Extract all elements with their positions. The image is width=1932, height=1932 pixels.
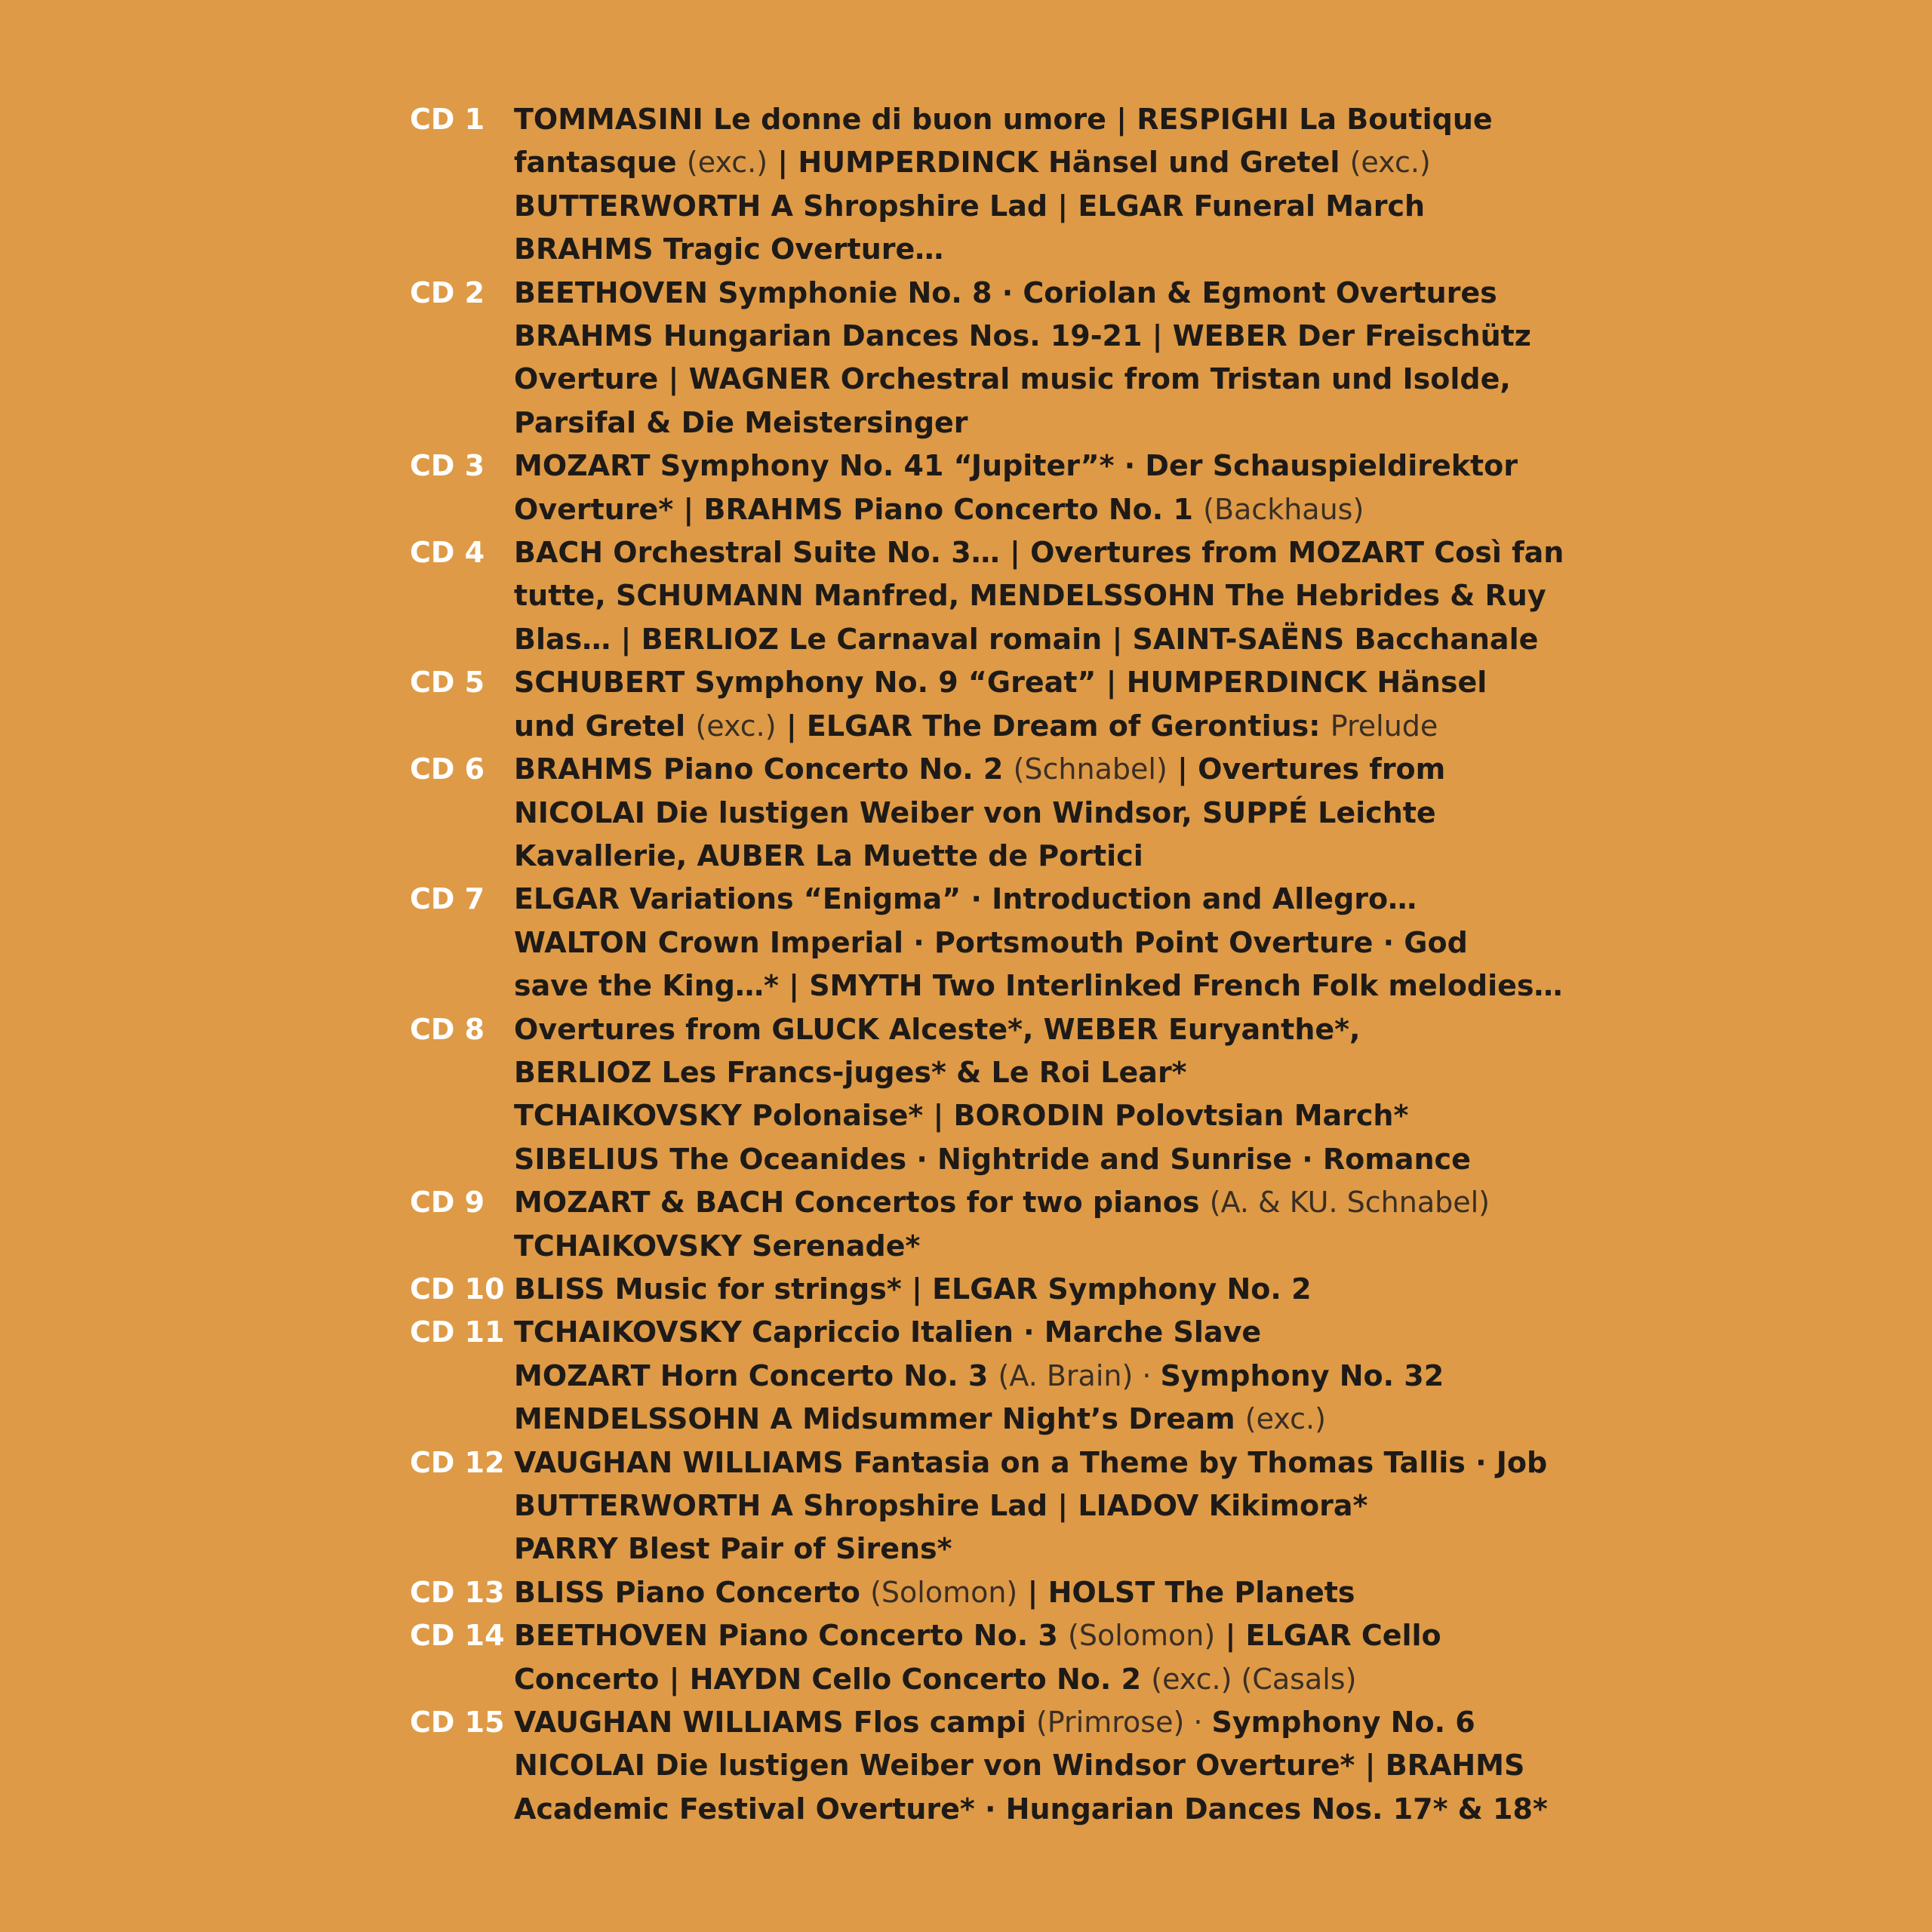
- cd-content-line: [514, 1094, 1471, 1137]
- cd-contents: [514, 272, 1531, 445]
- work-title: ELGAR Variations “Enigma” · Introduction and Allegro…: [514, 882, 1417, 916]
- work-title: Parsifal & Die Meistersinger: [514, 405, 968, 439]
- performer-note: (exc.) (Casals): [1151, 1662, 1357, 1696]
- performer-note: (A. & KU. Schnabel): [1209, 1186, 1490, 1220]
- cd-entry: [410, 1008, 1919, 1182]
- work-title: TOMMASINI Le donne di buon umore | RESPIGHI La Boutique: [514, 103, 1493, 136]
- cd-content-line: [514, 878, 1563, 921]
- cd-content-line: [514, 1225, 1490, 1268]
- work-title: TCHAIKOVSKY Polonaise* | BORODIN Polovtsian March*: [514, 1099, 1409, 1133]
- cd-content-line: [514, 748, 1445, 791]
- cd-contents: [514, 1181, 1490, 1268]
- cd-number: CD 8: [410, 1012, 485, 1046]
- cd-entry: [410, 1571, 1919, 1614]
- work-title: MOZART Symphony No. 41 “Jupiter”* · Der Schauspieldirektor: [514, 449, 1518, 483]
- cd-content-line: [514, 574, 1564, 617]
- work-title: VAUGHAN WILLIAMS Flos campi: [514, 1706, 1036, 1740]
- work-title: | Overtures from: [1167, 752, 1446, 786]
- cd-content-line: [514, 1355, 1444, 1398]
- work-title: Symphony No. 32: [1160, 1358, 1444, 1392]
- performer-note: (exc.): [1349, 146, 1431, 180]
- cd-content-line: [514, 1788, 1548, 1831]
- cd-entry: [410, 1311, 1919, 1441]
- cd-entry: [410, 98, 1919, 272]
- cd-entry: [410, 272, 1919, 445]
- work-title: Overture | WAGNER Orchestral music from Tristan und Isolde,: [514, 362, 1511, 396]
- work-title: TCHAIKOVSKY Serenade*: [514, 1229, 921, 1263]
- work-title: | ELGAR Cello: [1215, 1619, 1441, 1653]
- performer-note: Prelude: [1330, 709, 1438, 743]
- cd-content-line: [514, 618, 1564, 661]
- cd-content-line: [514, 315, 1531, 358]
- work-title: NICOLAI Die lustigen Weiber von Windsor, SUPPÉ Leichte: [514, 795, 1436, 829]
- performer-note: (Solomon): [870, 1575, 1018, 1609]
- cd-contents: [514, 748, 1445, 878]
- work-title: BRAHMS Hungarian Dances Nos. 19-21 | WEBER Der Freischütz: [514, 319, 1531, 353]
- cd-content-line: [514, 272, 1531, 315]
- work-title: save the King…* | SMYTH Two Interlinked French Folk melodies…: [514, 969, 1563, 1003]
- performer-note: (Primrose) ·: [1035, 1706, 1212, 1740]
- work-title: | HOLST The Planets: [1017, 1575, 1355, 1609]
- cd-entry: [410, 1441, 1919, 1571]
- work-title: Overtures from GLUCK Alceste*, WEBER Euryanthe*,: [514, 1012, 1361, 1046]
- cd-entry: [410, 445, 1919, 531]
- work-title: tutte, SCHUMANN Manfred, MENDELSSOHN The Hebrides & Ruy: [514, 579, 1546, 613]
- work-title: BLISS Music for strings* | ELGAR Symphony No. 2: [514, 1272, 1312, 1306]
- work-title: BRAHMS Piano Concerto No. 2: [514, 752, 1014, 786]
- cd-contents: [514, 1441, 1547, 1571]
- cd-content-line: [514, 1138, 1471, 1181]
- work-title: BACH Orchestral Suite No. 3… | Overtures from MOZART Così fan: [514, 536, 1564, 570]
- cd-content-line: [514, 1744, 1548, 1787]
- performer-note: (A. Brain) ·: [998, 1358, 1161, 1392]
- work-title: BRAHMS Tragic Overture…: [514, 232, 944, 266]
- performer-note: (exc.): [686, 146, 768, 180]
- cd-content-line: [514, 98, 1493, 141]
- cd-entry: [410, 748, 1919, 878]
- work-title: BUTTERWORTH A Shropshire Lad | LIADOV Kikimora*: [514, 1489, 1368, 1522]
- cd-contents: [514, 445, 1518, 531]
- cd-content-line: [514, 964, 1563, 1008]
- cd-entry: [410, 1614, 1919, 1701]
- cd-content-line: [514, 1398, 1444, 1441]
- cd-contents: [514, 1311, 1444, 1441]
- work-title: BEETHOVEN Symphonie No. 8 · Coriolan & Egmont Overtures: [514, 275, 1497, 309]
- cd-contents: [514, 1571, 1355, 1614]
- cd-contents: [514, 531, 1564, 661]
- work-title: Academic Festival Overture* · Hungarian Dances Nos. 17* & 18*: [514, 1792, 1548, 1826]
- performer-note: (exc.): [695, 709, 777, 743]
- cd-number: CD 5: [410, 666, 485, 700]
- cd-number: CD 7: [410, 882, 485, 916]
- cd-number: CD 15: [410, 1706, 505, 1740]
- work-title: Overture* | BRAHMS Piano Concerto No. 1: [514, 492, 1204, 526]
- cd-content-line: [514, 185, 1493, 228]
- cd-contents: [514, 661, 1487, 748]
- cd-number: CD 10: [410, 1272, 505, 1306]
- cd-content-line: [514, 1181, 1490, 1224]
- cd-number: CD 4: [410, 536, 485, 570]
- performer-note: (Solomon): [1068, 1619, 1216, 1653]
- cd-content-line: [514, 228, 1493, 271]
- cd-content-line: [514, 1008, 1471, 1051]
- performer-note: (Schnabel): [1013, 752, 1168, 786]
- cd-content-line: [514, 445, 1518, 488]
- cd-tracklist: [410, 98, 1919, 1831]
- work-title: Blas… | BERLIOZ Le Carnaval romain | SAINT-SAËNS Bacchanale: [514, 622, 1539, 656]
- cd-content-line: [514, 1051, 1471, 1094]
- cd-entry: [410, 1268, 1919, 1311]
- cd-contents: [514, 1701, 1548, 1831]
- cd-number: CD 14: [410, 1619, 505, 1653]
- cd-number: CD 2: [410, 275, 485, 309]
- cd-number: CD 6: [410, 752, 485, 786]
- cd-contents: [514, 1268, 1312, 1311]
- cd-content-line: [514, 1658, 1441, 1701]
- cd-content-line: [514, 1311, 1444, 1354]
- cd-content-line: [514, 1701, 1548, 1744]
- cd-content-line: [514, 1441, 1547, 1484]
- cd-entry: [410, 1701, 1919, 1831]
- work-title: Symphony No. 6: [1211, 1706, 1475, 1740]
- cd-content-line: [514, 1527, 1547, 1571]
- cd-content-line: [514, 488, 1518, 531]
- work-title: MOZART & BACH Concertos for two pianos: [514, 1186, 1210, 1220]
- performer-note: (Backhaus): [1203, 492, 1364, 526]
- cd-content-line: [514, 921, 1563, 964]
- work-title: fantasque: [514, 146, 687, 180]
- work-title: | ELGAR The Dream of Gerontius:: [776, 709, 1331, 743]
- cd-content-line: [514, 1484, 1547, 1527]
- cd-content-line: [514, 835, 1445, 878]
- cd-content-line: [514, 1268, 1312, 1311]
- work-title: SCHUBERT Symphony No. 9 “Great” | HUMPERDINCK Hänsel: [514, 666, 1487, 700]
- cd-contents: [514, 98, 1493, 272]
- work-title: BLISS Piano Concerto: [514, 1575, 871, 1609]
- cd-content-line: [514, 358, 1531, 401]
- cd-contents: [514, 1008, 1471, 1182]
- work-title: MOZART Horn Concerto No. 3: [514, 1358, 998, 1392]
- cd-contents: [514, 1614, 1441, 1701]
- cd-entry: [410, 878, 1919, 1008]
- cd-content-line: [514, 792, 1445, 835]
- work-title: VAUGHAN WILLIAMS Fantasia on a Theme by Thomas Tallis · Job: [514, 1445, 1548, 1479]
- work-title: und Gretel: [514, 709, 696, 743]
- cd-number: CD 13: [410, 1575, 505, 1609]
- work-title: BERLIOZ Les Francs-juges* & Le Roi Lear*: [514, 1055, 1187, 1089]
- cd-number: CD 1: [410, 103, 485, 136]
- performer-note: (exc.): [1244, 1402, 1326, 1436]
- work-title: SIBELIUS The Oceanides · Nightride and Sunrise · Romance: [514, 1142, 1471, 1176]
- cd-content-line: [514, 1614, 1441, 1657]
- work-title: WALTON Crown Imperial · Portsmouth Point Overture · God: [514, 925, 1468, 959]
- cd-content-line: [514, 705, 1487, 748]
- cd-number: CD 3: [410, 449, 485, 483]
- cd-number: CD 9: [410, 1186, 485, 1220]
- work-title: TCHAIKOVSKY Capriccio Italien · Marche Slave: [514, 1315, 1262, 1349]
- work-title: BUTTERWORTH A Shropshire Lad | ELGAR Funeral March: [514, 189, 1426, 223]
- work-title: | HUMPERDINCK Hänsel und Gretel: [768, 146, 1350, 180]
- cd-entry: [410, 531, 1919, 661]
- cd-number: CD 11: [410, 1315, 505, 1349]
- work-title: Kavallerie, AUBER La Muette de Portici: [514, 838, 1143, 872]
- cd-content-line: [514, 531, 1564, 574]
- cd-contents: [514, 878, 1563, 1008]
- cd-content-line: [514, 661, 1487, 704]
- cd-content-line: [514, 1571, 1355, 1614]
- work-title: PARRY Blest Pair of Sirens*: [514, 1532, 952, 1566]
- cd-content-line: [514, 141, 1493, 184]
- work-title: MENDELSSOHN A Midsummer Night’s Dream: [514, 1402, 1245, 1436]
- cd-content-line: [514, 401, 1531, 445]
- cd-number: CD 12: [410, 1445, 505, 1479]
- cd-entry: [410, 1181, 1919, 1268]
- work-title: NICOLAI Die lustigen Weiber von Windsor Overture* | BRAHMS: [514, 1749, 1525, 1783]
- work-title: Concerto | HAYDN Cello Concerto No. 2: [514, 1662, 1152, 1696]
- cd-entry: [410, 661, 1919, 748]
- work-title: BEETHOVEN Piano Concerto No. 3: [514, 1619, 1069, 1653]
